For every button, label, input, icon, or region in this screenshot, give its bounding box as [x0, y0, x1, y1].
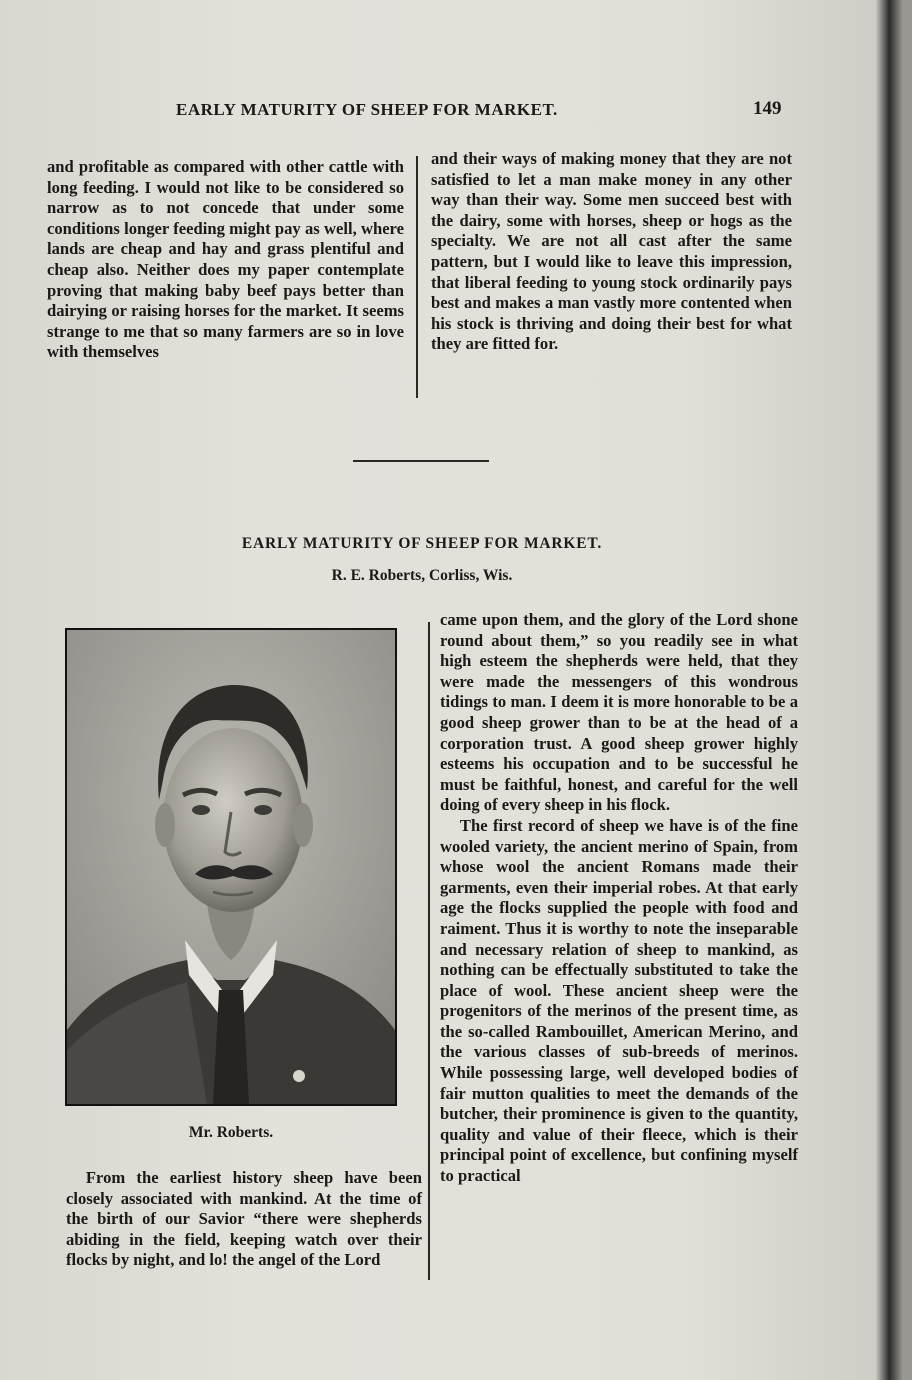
top-left-column [47, 157, 404, 363]
column-rule [428, 622, 430, 1280]
article-title: EARLY MATURITY OF SHEEP FOR MARKET. [241, 535, 603, 552]
column-rule [416, 156, 418, 398]
article-left-column [66, 1168, 422, 1271]
paragraph: and profitable as compared with other cattle with long feeding. I would not like to be considered so narrow as to not concede that under some conditions longer feeding might pay as well, where lands are cheap and hay and grass plentiful and cheap also. Neither does my paper contemplate proving that making baby beef pays better than dairying or raising horses for the market. It seems strange to me that so many farmers are so in love with themselves [47, 157, 404, 362]
article-byline: R. E. Roberts, Corliss, Wis. [331, 567, 513, 584]
paragraph: came upon them, and the glory of the Lord shone round about them,” so you readily see in what high esteem the shepherds were held, that they were made the messengers of this wondrous tidings to man. I deem it is more honorable to be a good sheep grower than to be at the head of a corporation trust. A good sheep grower highly esteems his occupation and to be successful he must be faithful, honest, and careful for the well doing of every sheep in his flock. [440, 610, 798, 815]
paragraph: and their ways of making money that they are not satisfied to let a man make money in any other way than their way. Some men succeed best with the dairy, some with horses, sheep or hogs as the specialty. We are not all cast after the same pattern, but I would like to leave this impression, that liberal feeding to young stock ordinarily pays best and makes a man vastly more contented when his stock is thriving and doing their best for what they are fitted for. [431, 149, 792, 354]
portrait-photo [65, 628, 397, 1106]
article-right-column [440, 610, 798, 1187]
photo-caption: Mr. Roberts. [188, 1124, 274, 1141]
top-right-column [431, 149, 792, 355]
portrait-illustration [67, 630, 395, 1104]
running-head: EARLY MATURITY OF SHEEP FOR MARKET. [176, 100, 558, 119]
section-divider [353, 460, 489, 462]
paragraph: The first record of sheep we have is of the fine wooled variety, the ancient merino of Spain, from whose wool the ancient Romans made their garments, even their imperial robes. At that early age the flocks supplied the people with food and raiment. Thus it is worthy to note the inseparable and necessary relation of sheep to mankind, as nothing can be effectually substituted to take the place of wool. These ancient sheep were the progenitors of the merinos of the present time, as the so-called Rambouillet, American Merino, and the various classes of sub-breeds of merinos. While possessing large, well developed bodies of fair mutton qualities to meet the demands of the butcher, their prominence is given to the quantity, quality and value of their fleece, which is their principal point of excellence, but confining myself to practical [440, 815, 798, 1186]
page-number: 149 [753, 98, 782, 119]
paragraph: From the earliest history sheep have been closely associated with mankind. At the time of the birth of our Savior “there were shepherds abiding in the field, keeping watch over their flocks by night, and lo! the angel of the Lord [66, 1168, 422, 1270]
